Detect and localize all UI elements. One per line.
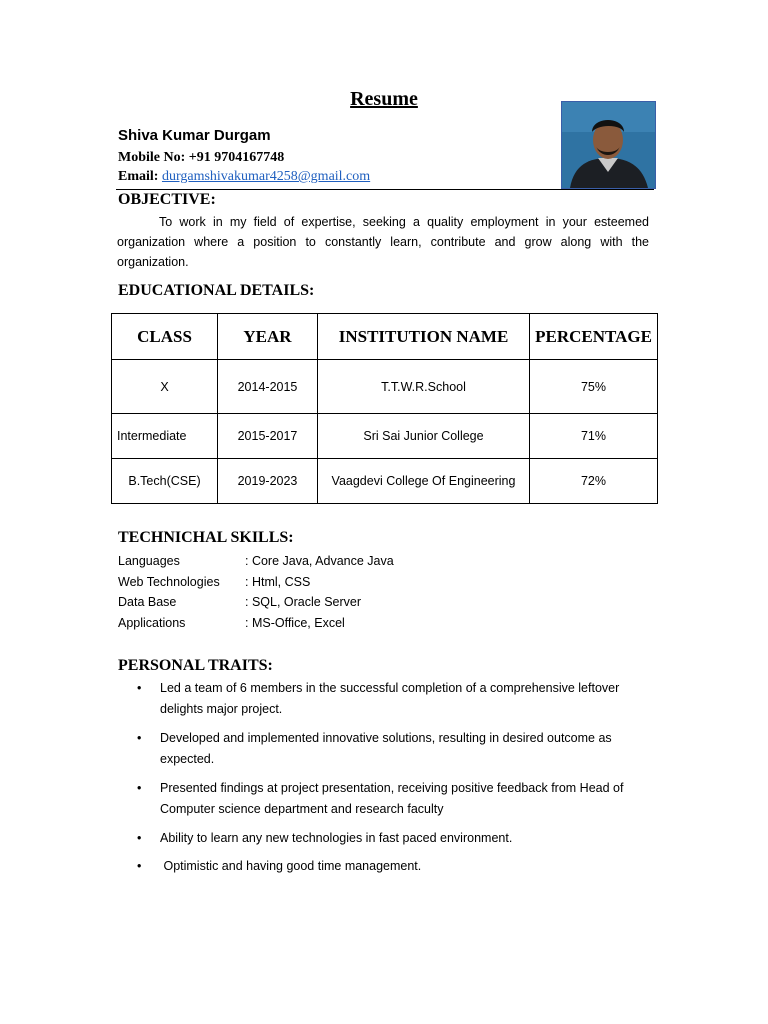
col-year: YEAR <box>218 314 318 360</box>
objective-body: To work in my field of expertise, seeking a quality employment in your esteemed organization where a position to constantly learn, contribute and grow along with the organization. <box>117 215 649 269</box>
skills-list <box>118 551 394 633</box>
list-item <box>118 778 658 820</box>
table-row <box>112 414 658 459</box>
bullet-icon: • <box>137 831 142 845</box>
list-item <box>118 856 658 877</box>
skill-row <box>118 592 394 613</box>
email-line <box>118 169 370 185</box>
education-heading: EDUCATIONAL DETAILS: <box>118 282 315 299</box>
bullet-icon: • <box>137 859 142 873</box>
education-table <box>111 313 658 504</box>
traits-heading: PERSONAL TRAITS: <box>118 657 273 674</box>
skill-key: Web Technologies <box>118 574 220 589</box>
cell-institution: Vaagdevi College Of Engineering <box>318 459 530 504</box>
traits-list <box>118 678 658 885</box>
skill-key: Applications <box>118 615 186 630</box>
cell-percentage: 75% <box>530 360 658 414</box>
cell-institution: T.T.W.R.School <box>318 360 530 414</box>
bullet-icon: • <box>137 681 142 695</box>
col-class: CLASS <box>112 314 218 360</box>
mobile-number: Mobile No: +91 9704167748 <box>118 150 285 165</box>
email-label: Email: <box>118 169 159 184</box>
list-item <box>118 828 658 849</box>
objective-text <box>117 212 649 272</box>
skill-value: : MS-Office, Excel <box>245 615 345 630</box>
skill-key: Languages <box>118 554 180 568</box>
cell-year: 2015-2017 <box>218 414 318 459</box>
skill-value: : SQL, Oracle Server <box>245 595 362 609</box>
cell-class: Intermediate <box>112 414 218 459</box>
cell-class: B.Tech(CSE) <box>112 459 218 504</box>
skill-value: : Core Java, Advance Java <box>245 554 394 568</box>
list-item <box>118 678 658 720</box>
objective-heading: OBJECTIVE: <box>118 191 216 208</box>
profile-photo <box>561 101 656 189</box>
cell-percentage: 71% <box>530 414 658 459</box>
bullet-icon: • <box>137 731 142 745</box>
email-link[interactable]: durgamshivakumar4258@gmail.com <box>161 169 371 184</box>
cell-institution: Sri Sai Junior College <box>318 414 530 459</box>
cell-percentage: 72% <box>530 459 658 504</box>
bullet-icon: • <box>137 781 142 795</box>
skill-key: Data Base <box>118 595 177 609</box>
trait-text: Developed and implemented innovative solutions, resulting in desired outcome as expected. <box>160 731 612 766</box>
education-header-row <box>112 314 658 360</box>
profile-photo-image <box>562 102 655 188</box>
skill-row <box>118 551 394 572</box>
trait-text: Optimistic and having good time management. <box>160 859 422 873</box>
table-row <box>112 459 658 504</box>
table-row <box>112 360 658 414</box>
trait-text: Ability to learn any new technologies in fast paced environment. <box>160 831 513 845</box>
header-divider <box>116 189 654 190</box>
cell-class: X <box>112 360 218 414</box>
candidate-name: Shiva Kumar Durgam <box>118 127 271 144</box>
skills-heading: TECHNICHAL SKILLS: <box>118 529 294 546</box>
trait-text: Led a team of 6 members in the successful completion of a comprehensive leftover delights major project. <box>160 681 620 716</box>
skill-value: : Html, CSS <box>245 574 311 589</box>
cell-year: 2014-2015 <box>218 360 318 414</box>
skill-row <box>118 613 394 634</box>
skill-row <box>118 572 394 593</box>
col-institution: INSTITUTION NAME <box>318 314 530 360</box>
col-percentage: PERCENTAGE <box>530 314 658 360</box>
trait-text: Presented findings at project presentation, receiving positive feedback from Head of Computer science department and research faculty <box>160 781 624 816</box>
page-title: Resume <box>350 88 418 110</box>
list-item <box>118 728 658 770</box>
cell-year: 2019-2023 <box>218 459 318 504</box>
